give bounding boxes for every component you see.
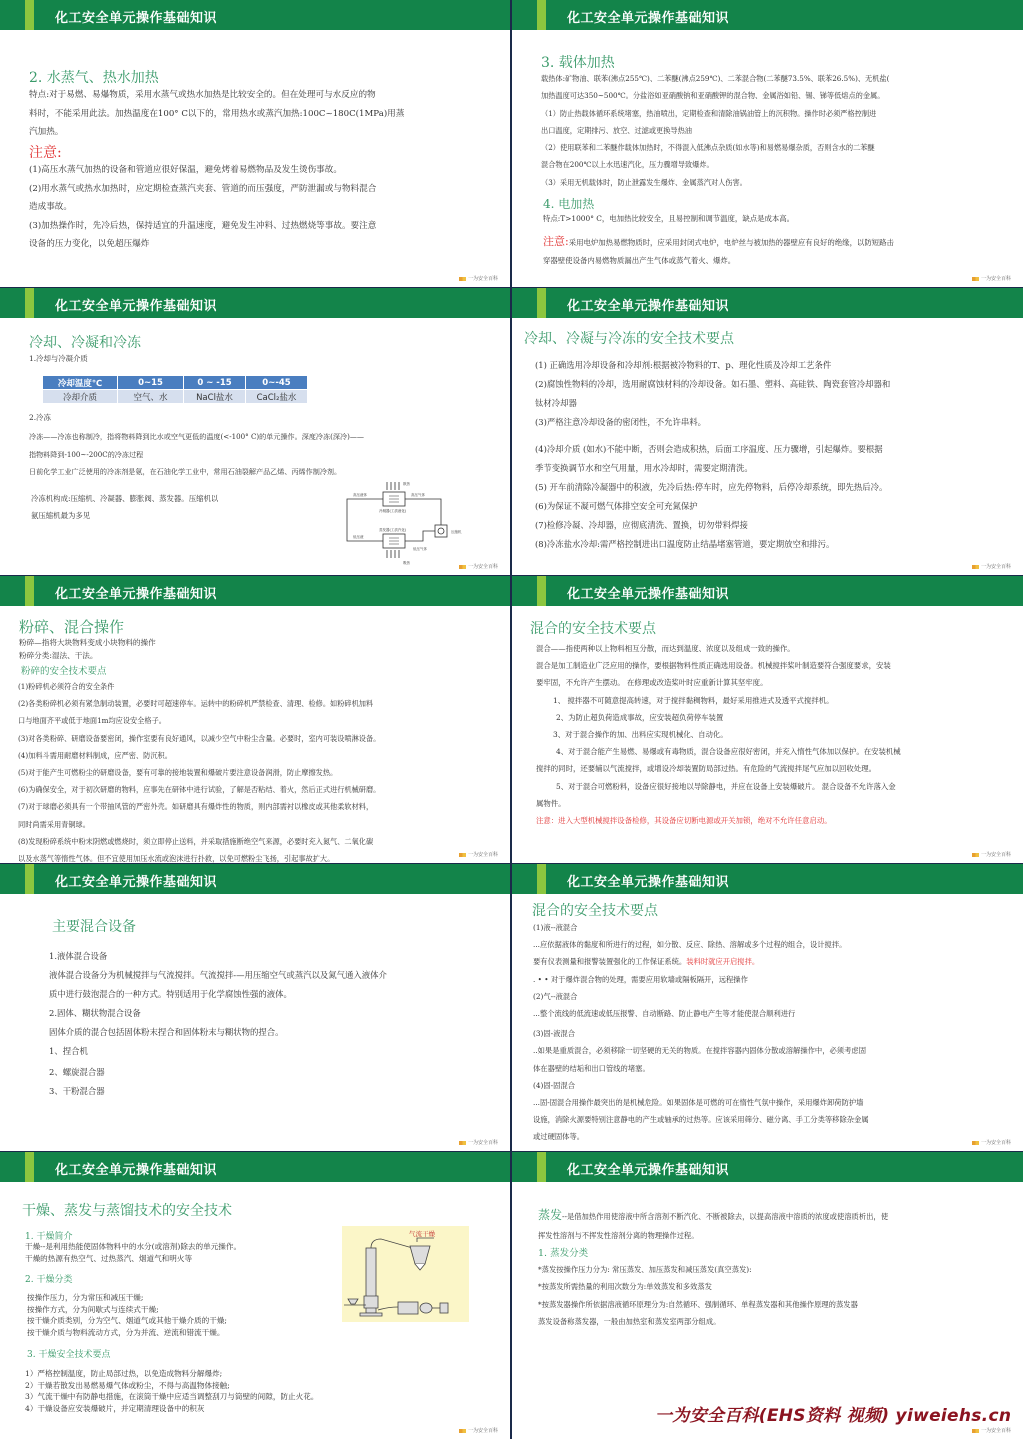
text-line: ...固-固混合用操作最突出的是机械危险。如果固体是可燃的可在惰性气氛中操作，采用爆炸卸荷防护墙: [533, 1098, 864, 1108]
text-line: (3)严格注意冷却设备的密闭性，不允许串料。: [535, 417, 706, 427]
header-title: 化工安全单元操作基础知识: [55, 875, 218, 890]
subheading: 1. 干燥简介: [25, 1232, 73, 1242]
svg-text:压缩机: 压缩机: [451, 530, 462, 534]
header-title: 化工安全单元操作基础知识: [567, 587, 730, 602]
slide-header: [0, 0, 510, 30]
text-line: 1、 搅拌器不可随意提高转速，对于搅拌黏稠物料，最好采用推进式及透平式搅拌机。: [553, 695, 834, 705]
subheading: 粉碎的安全技术要点: [21, 666, 107, 677]
slide-heading: 冷却、冷凝与冷冻的安全技术要点: [524, 331, 734, 347]
svg-text:低压气体: 低压气体: [413, 547, 427, 551]
text-line: (5)对于能产生可燃粉尘的研磨设备，要有可靠的接地装置和爆破片要注意设备润滑，防止摩擦发热。: [18, 768, 338, 778]
svg-text:气流干燥: 气流干燥: [409, 1230, 435, 1238]
text-line: 按操作压力，分为常压和减压干燥;: [27, 1293, 144, 1302]
text-line: 按干燥介质与物料流动方式，分为并流、逆流和错流干燥。: [27, 1327, 225, 1337]
header-title: 化工安全单元操作基础知识: [567, 11, 730, 26]
text-line: 粉碎分类:湿法、干法。: [19, 650, 98, 660]
text-line: 2、为防止超负荷造成事故，应安装超负荷停车装置: [556, 712, 724, 722]
airflow-dryer-figure: [342, 1226, 469, 1322]
accent-stripe: [25, 576, 34, 606]
footer-logo: 一为安全百科: [972, 851, 1011, 858]
table-cell: 冷却介质: [43, 390, 118, 404]
text-line: 混合物在200℃以上水迅速汽化，压力骤增导致爆炸。: [541, 160, 714, 170]
text-line: 蒸发--是借加热作用使溶液中所含溶剂不断汽化、不断被除去，以提高溶液中溶质的浓度或使溶质析出，使: [538, 1208, 889, 1222]
slide-subheading: 4. 电加热: [543, 197, 595, 211]
text-line: (6)为确保安全，对于初次研磨的物料，应事先在研钵中进行试验，了解是否粘结、着火，然后正式进行机械研磨。: [18, 785, 381, 795]
text-line: (3)对各类粉碎、研磨设备要密闭，操作室要有良好通风，以减少空气中粉尘含量。必要时，室内可装设喷淋设备。: [18, 733, 381, 743]
text-line: 同时尚需采用青铜球。: [18, 819, 90, 829]
footer-logo: 一为安全百科: [972, 563, 1011, 570]
text-line: 或过硬固体等。: [533, 1132, 585, 1142]
accent-stripe: [25, 288, 34, 318]
text-line: 冷冻机构成:压缩机、冷凝器、膨胀阀、蒸发器。压缩机以: [31, 494, 219, 503]
slide-mixing-types[interactable]: [512, 864, 1023, 1151]
slide-evaporation[interactable]: [512, 1152, 1023, 1439]
accent-stripe: [537, 864, 546, 894]
slide-cooling[interactable]: [0, 288, 510, 575]
text-line: 口与地面齐平或低于地面1m均应设安全格子。: [18, 716, 166, 726]
footer-logo: 一为安全百科: [459, 1139, 498, 1146]
feature-line: 特点:T>1000° C，电加热比较安全，且易控制和调节温度，缺点是成本高。: [543, 214, 795, 223]
footer-logo: 一为安全百科: [972, 1139, 1011, 1146]
table-cell: CaCl₂盐水: [246, 390, 308, 404]
slide-header: [512, 576, 1023, 606]
text-line: 干燥的热源有热空气、过热蒸汽、烟道气和明火等: [25, 1253, 193, 1263]
text-line: (6)为保证不凝可燃气体排空安全可充氮保护: [535, 501, 698, 511]
warning-line: 注意：进入大型机械搅拌设备检修，其设备应切断电源或开关加锁，绝对不允许任意启动。: [536, 816, 832, 826]
table-cell: 空气、水: [118, 390, 184, 404]
slide-header: [0, 864, 510, 894]
table-row: [43, 390, 308, 404]
footer-logo: 一为安全百科: [459, 1427, 498, 1434]
cooling-table: [42, 375, 308, 404]
text-line: (8)发现粉碎系统中粉末阴燃或燃烧时，须立即停止送料，并采取措施断绝空气来源，必要时充入氮气、二氧化碳: [18, 836, 374, 846]
note-line: (3)加热操作时，先冷后热，保持适宜的升温速度，避免发生冲料、过热燃烧等事故。要注意: [29, 220, 377, 231]
subheading: 1. 蒸发分类: [538, 1248, 589, 1259]
accent-stripe: [25, 864, 34, 894]
header-title: 化工安全单元操作基础知识: [55, 11, 218, 26]
header-title: 化工安全单元操作基础知识: [55, 587, 218, 602]
logo-icon: [459, 277, 466, 281]
text-line: 按干燥介质类别，分为空气、烟道气或其他干燥介质的干燥;: [27, 1316, 227, 1325]
text-line: 3、对于混合操作的加、出料应实现机械化、自动化。: [553, 730, 728, 740]
slide-steam-heating[interactable]: [0, 0, 510, 287]
slide-heading: 干燥、蒸发与蒸馏技术的安全技术: [22, 1203, 232, 1219]
svg-text:高压液体: 高压液体: [353, 493, 367, 497]
text-line: . • • 对于爆炸混合物的处理，需要应用软墙或隔板隔开，远程操作: [533, 974, 748, 984]
text-line: ...整个流线的低流速或低压报警、自动断路、防止静电产生等才能使混合顺利进行: [533, 1009, 796, 1019]
subheading: 2.冷冻: [29, 413, 51, 422]
text-line: 5、对于混合可燃粉料，设备应很好接地以导除静电，并应在设备上安装爆破片。 混合设备不允许落入金: [556, 781, 896, 791]
slide-heading: 主要混合设备: [52, 919, 136, 935]
svg-text:低压液: 低压液: [353, 535, 364, 539]
text-line: 钛材冷却器: [535, 398, 577, 408]
text-line: 1）严格控制温度，防止局部过热，以免造成物料分解爆炸;: [25, 1369, 223, 1378]
text-line: 属物件。: [536, 798, 566, 808]
text-line: 要有仪表测量和报警装置强化的工作保证系统。装料时就应开启搅拌。: [533, 957, 760, 967]
text-line: (1) 正确选用冷却设备和冷却剂:根据被冷物料的T、p、理化性质及冷却工艺条件: [535, 360, 832, 370]
logo-icon: [972, 853, 979, 857]
text-line: 4）干燥设备应安装爆破片，并定期清理设备中的积灰: [25, 1403, 205, 1413]
header-title: 化工安全单元操作基础知识: [55, 1163, 218, 1178]
text-line: (4)固-固混合: [533, 1080, 575, 1090]
text-line: (2)气--液混合: [533, 991, 578, 1001]
text-line: （2）使用联苯和二苯醚作载体加热时，不得混入低沸点杂质(如水等)和易燃易爆杂质，否则含水的二苯醚: [541, 143, 875, 153]
text-line: (2)各类粉碎机必须有紧急制动装置，必要时可超速停车。运转中的粉碎机严禁检查、清理、检修。如粉碎机加料: [18, 699, 374, 709]
header-title: 化工安全单元操作基础知识: [567, 875, 730, 890]
text-line: 以及水蒸气等惰性气体。但不宜使用加压水流或泡沫进行扑救，以免可燃粉尘飞扬，引起事故扩大。: [18, 854, 335, 863]
note-line: (2)用水蒸气或热水加热时，应定期检查蒸汽夹套、管道的而压强度，严防泄漏或与物料混合: [29, 183, 377, 194]
svg-text:高压气体: 高压气体: [411, 493, 425, 497]
text-line: 料时，不能采用此法。加热温度在100° C以下的，常用热水或蒸汽加热:100C~180C(1MPa)用蒸: [29, 108, 405, 119]
logo-icon: [972, 1429, 979, 1433]
text-line: 汽加热。: [29, 127, 64, 137]
footer-logo: 一为安全百科: [972, 275, 1011, 282]
accent-stripe: [537, 0, 546, 30]
note-line: 设备的压力变化，以免超压爆炸: [29, 239, 150, 249]
text-line: 质中进行鼓泡混合的一种方式。特别适用于化学腐蚀性强的液体。: [49, 989, 292, 999]
text-line: 载热体:矿物油、联苯(沸点255℃)、二苯醚(沸点259℃)、二苯混合物(二苯醚73.5%、联苯26.5%)、无机盐(: [541, 74, 890, 83]
slide-heading: 混合的安全技术要点: [532, 903, 658, 919]
logo-icon: [972, 277, 979, 281]
slide-header: [0, 288, 510, 318]
text-line: 出口温度，定期排污、放空、过滤或更换导热油: [541, 125, 692, 135]
header-title: 化工安全单元操作基础知识: [567, 299, 730, 314]
text-line: 氨压缩机最为多见: [31, 511, 91, 520]
accent-stripe: [25, 1152, 34, 1182]
svg-text:散热: 散热: [403, 482, 410, 486]
text-line: (2)腐蚀性物料的冷却，选用耐腐蚀材料的冷却设备。如石墨、塑料、高硅铁、陶瓷套管冷却器和: [535, 379, 891, 389]
header-title: 化工安全单元操作基础知识: [567, 1163, 730, 1178]
table-cell: 0~15: [118, 376, 184, 390]
text-line: *按蒸发器操作所依据溶液循环原理分为:自然循环、强制循环、单程蒸发器和其他操作原理的蒸发器: [538, 1299, 858, 1309]
notice-label: 注意:: [543, 235, 569, 248]
slide-crushing[interactable]: [0, 576, 510, 863]
text-line: 体在器壁的结垢和出口管线的堵塞。: [533, 1063, 650, 1073]
text-line: 搅拌的同时，还要辅以气流搅拌，或增设冷却装置防局部过热。有危险的气流搅拌尾气应加以回收处理。: [536, 764, 876, 774]
text-line: 1.液体混合设备: [49, 951, 108, 961]
slide-heading: 3. 载体加热: [541, 55, 615, 71]
table-cell: 冷却温度℃: [43, 376, 118, 390]
slide-header: [512, 864, 1023, 894]
text-line: 3）气流干燥中有防静电措施，在滚筒干燥中应适当调整刮刀与筒壁的间隙，防止火花。: [25, 1392, 319, 1401]
text-line: 混合是加工制造业广泛应用的操作，要根据物料性质正确选用设备。机械搅拌桨叶制造要符合强度要求，安装: [536, 661, 891, 671]
list-item: 2、螺旋混合器: [49, 1067, 105, 1077]
text-line: 特点:对于易燃、易爆物质，采用水蒸气或热水加热是比较安全的。但在处理可与水反应的物: [29, 90, 376, 100]
footer-logo: 一为安全百科: [459, 563, 498, 570]
text-line: (1)液--液混合: [533, 923, 578, 932]
accent-stripe: [25, 0, 34, 30]
text-line: (4)加料斗需用耐磨材料制成，应严密、防沉积。: [18, 750, 172, 760]
text-line: （3）采用无机载体时，防止泄露发生爆炸、金属蒸汽对人伤害。: [541, 177, 747, 187]
accent-stripe: [537, 288, 546, 318]
text-line: 粉碎—指将大块物料变成小块物料的操作: [19, 638, 156, 647]
notice-label: 注意:: [29, 145, 62, 161]
text-line: 2）干燥若散发出易燃易爆气体或粉尘，不得与高温物体接触;: [25, 1380, 230, 1390]
footer-logo: 一为安全百科: [459, 275, 498, 282]
notice-line: 注意:采用电炉加热易燃物质时，应采用封闭式电炉，电炉丝与被加热的器壁应有良好的绝缘，以防短路击: [543, 235, 894, 248]
text-line: 蒸发设备称蒸发器，一般由加热室和蒸发室两部分组成。: [538, 1316, 721, 1326]
slide-header: [0, 576, 510, 606]
svg-text:吸热: 吸热: [403, 561, 410, 565]
text-line: (5) 开车前清除冷凝器中的积液，先冷后热:停车时，应先停物料，后停冷却系统，即先热后冷。: [535, 482, 888, 492]
slide-heading: 粉碎、混合操作: [19, 618, 125, 636]
text-line: 液体混合设备分为机械搅拌与气流搅拌。气流搅拌-—用压缩空气或蒸汽以及氮气通入液体介: [49, 970, 387, 980]
slide-header: [512, 0, 1023, 30]
text-line: (4)冷却介质 (如水)不能中断，否则会造成积热，后面工序温度、压力骤增，引起爆炸。要根据: [535, 444, 883, 454]
slide-mixing-equipment[interactable]: [0, 864, 510, 1151]
brand-watermark: 一为安全百科(EHS资料 视频) yiweiehs.cn: [655, 1406, 1012, 1426]
slide-heading: 冷却、冷凝和冷冻: [29, 335, 141, 351]
text-line: (7)检修冷凝、冷却器，应彻底清洗、置换，切勿带料焊接: [535, 520, 748, 530]
slide-header: [0, 1152, 510, 1182]
table-cell: 0~-45: [246, 376, 308, 390]
svg-text:蒸发器(工质汽化): 蒸发器(工质汽化): [379, 528, 407, 532]
table-header-row: [43, 376, 308, 390]
header-title: 化工安全单元操作基础知识: [55, 299, 218, 314]
subheading: 2. 干燥分类: [25, 1275, 73, 1285]
list-item: 1、捏合机: [49, 1046, 88, 1056]
text-line: (1)粉碎机必须符合的安全条件: [18, 682, 115, 691]
accent-stripe: [537, 1152, 546, 1182]
slide-heading: 2. 水蒸气、热水加热: [29, 70, 159, 86]
table-cell: 0 ~ -15: [184, 376, 246, 390]
text-line: (3)固-液混合: [533, 1029, 575, 1039]
logo-icon: [459, 565, 466, 569]
text-line: ..如果是重质混合，必须移除一切坚硬的无关的物质。在搅拌容器内固体分散或溶解操作中，必须考虑固: [533, 1046, 866, 1056]
footer-logo: 一为安全百科: [972, 1427, 1011, 1434]
text-line: 4、对于混合能产生易燃、易爆或有毒物质，混合设备应很好密闭，并充入惰性气体加以保护。在安装机械: [556, 747, 901, 757]
logo-icon: [459, 853, 466, 857]
list-item: 3、干粉混合器: [49, 1086, 105, 1096]
svg-text:冷凝器(工质液化): 冷凝器(工质液化): [379, 509, 407, 513]
subheading: 1.冷却与冷凝介质: [29, 354, 88, 363]
slide-header: [512, 288, 1023, 318]
text-line: 混合——指使两种以上物料相互分散，而达到温度、浓度以及组成一致的操作。: [536, 644, 795, 653]
table-cell: NaCl盐水: [184, 390, 246, 404]
text-line: 挥发性溶剂与不挥发性溶剂分离的物理操作过程。: [538, 1230, 699, 1240]
text-line: 按操作方式，分为间歇式与连续式干燥;: [27, 1304, 159, 1314]
text-line: 设施，消除火源要特别注意静电的产生或轴承的过热等。应该采用筛分、磁分离、手工分类等移除杂金属: [533, 1115, 869, 1125]
accent-stripe: [537, 576, 546, 606]
refrigeration-cycle-diagram: [335, 478, 470, 568]
slide-cooling-safety[interactable]: [512, 288, 1023, 575]
text-line: 冷冻——冷冻也称制冷，指将物料降到比水或空气更低的温度(<-100° C)的单元操作。深度冷冻(深冷)——: [29, 432, 365, 441]
slide-carrier-heating[interactable]: [512, 0, 1023, 287]
note-line: 造成事故。: [29, 202, 72, 212]
logo-icon: [459, 1429, 466, 1433]
subheading: 3. 干燥安全技术要点: [27, 1350, 111, 1360]
text-line: 要牢固，不允许产生摆动。 在修理或改造桨叶时应重新计算其坚牢度。: [536, 678, 768, 688]
note-line: (1)高压水蒸气加热的设备和管道应很好保温，避免烤着易燃物品及发生烫伤事故。: [29, 165, 342, 175]
text-line: 2.固体、糊状物混合设备: [49, 1008, 141, 1018]
text-line: （1）防止热载体循环系统堵塞，热油喷出，定期检查和清除油锅油管上的沉积物。操作时必须严格控制进: [541, 108, 877, 118]
logo-icon: [972, 565, 979, 569]
slide-heading: 混合的安全技术要点: [530, 621, 656, 637]
notice-line: 穿器壁使设备内易燃物质漏出产生气体或蒸气着火、爆炸。: [543, 256, 736, 265]
slide-mixing-safety[interactable]: [512, 576, 1023, 863]
slide-drying[interactable]: [0, 1152, 510, 1439]
text-line: *按蒸发所需热量的利用次数分为:单效蒸发和多效蒸发: [538, 1282, 712, 1292]
text-line: (7)对于球磨必须具有一个带抽风管的严密外壳。如研磨具有爆炸性的物质，则内部需衬以橡皮或其他柔软材料，: [18, 802, 374, 812]
text-line: *蒸发按操作压力分为: 常压蒸发、加压蒸发和减压蒸发(真空蒸发):: [538, 1265, 752, 1274]
logo-icon: [459, 1141, 466, 1145]
logo-icon: [972, 1141, 979, 1145]
slide-heading: 蒸发: [538, 1208, 563, 1222]
slide-header: [512, 1152, 1023, 1182]
text-line: 加热温度可达350~500℃。分盐浴如亚硝酸钠和亚硝酸钾的混合物、金属浴如铅、锡、锑等低熔点的金属。: [541, 91, 885, 101]
text-line: (8)冷冻盐水冷却:需严格控制进出口温度防止结晶堵塞管道，要定期放空和排污。: [535, 539, 835, 549]
text-line: ...应依据液体的黏度和所进行的过程，如分散、反应、除热、溶解或多个过程的组合，设计搅拌。: [533, 940, 847, 950]
text-line: 季节变换调节水和空气用量，用水冷却时，需要定期清洗。: [535, 463, 753, 473]
text-line: 干燥--是利用热能使固体物料中的水分(或溶剂)除去的单元操作。: [25, 1242, 242, 1251]
text-line: 固体介质的混合包括固体粉末捏合和固体粉末与糊状物的捏合。: [49, 1027, 284, 1037]
text-line: 指物料降到-100~-200C的冷冻过程: [29, 449, 144, 459]
text-line: 日前化学工业广泛使用的冷冻剂是氨，在石油化学工业中，常用石油裂解产品乙烯、丙烯作制冷剂。: [29, 467, 342, 476]
footer-logo: 一为安全百科: [459, 851, 498, 858]
